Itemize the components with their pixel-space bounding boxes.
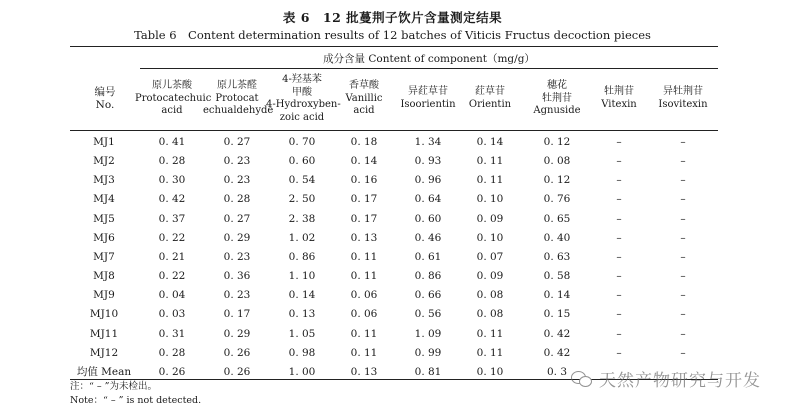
table-cell: 0. 42	[543, 327, 571, 340]
table-cell: 1. 02	[288, 231, 316, 244]
column-header-2	[203, 80, 274, 118]
table-cell: 2. 50	[288, 193, 316, 206]
table-cell: 0. 23	[223, 250, 251, 263]
note-en: Note：“ – ” is not detected.	[70, 395, 202, 406]
row-id: MJ6	[93, 231, 115, 244]
column-header-1	[135, 80, 212, 118]
table-cell: 0. 09	[476, 212, 504, 225]
table-row	[70, 210, 718, 229]
watermark	[571, 366, 761, 391]
table-cell: 0. 09	[476, 270, 504, 283]
table-cell: 0. 81	[414, 365, 442, 378]
table-cell: –	[616, 250, 622, 263]
column-header-line: 4-Hydroxyben-	[266, 99, 341, 110]
table-cell: 0. 10	[476, 193, 504, 206]
table-cell: 0. 28	[223, 193, 251, 206]
row-id: 均值 Mean	[76, 365, 132, 378]
column-header-9	[650, 86, 716, 111]
table-cell: 0. 26	[223, 365, 251, 378]
table-cell: 0. 15	[543, 308, 571, 321]
row-id: MJ8	[93, 270, 115, 283]
table-cell: 0. 29	[223, 327, 251, 340]
row-header-cn: 编号	[94, 86, 116, 98]
table-cell: –	[680, 212, 686, 225]
column-header-line: 牡荆苷	[542, 92, 572, 104]
table-cell: 0. 23	[223, 289, 251, 302]
table-cell: 0. 04	[158, 289, 186, 302]
table-cell: 0. 30	[158, 174, 186, 187]
table-cell: –	[616, 136, 622, 148]
table-cell: 0. 06	[350, 289, 378, 302]
table-cell: 0. 11	[350, 327, 378, 340]
column-header-line: Vanillic	[345, 92, 383, 104]
table-cell: 0. 28	[158, 346, 186, 359]
table-cell: 1. 00	[288, 365, 316, 378]
header-rule	[70, 130, 718, 131]
table-row	[70, 190, 718, 209]
table-cell: 0. 12	[543, 174, 571, 187]
table-cell: 0. 61	[414, 250, 442, 263]
group-header-rule	[140, 68, 718, 69]
row-id: MJ12	[89, 346, 119, 359]
column-header-line: 甲酸	[292, 86, 312, 98]
table-cell: 0. 11	[350, 250, 378, 263]
table-cell: 0. 93	[414, 155, 442, 168]
note-cn: 注：“ – ”为未检出。	[70, 381, 158, 392]
table-row	[70, 305, 718, 324]
table-row	[70, 286, 718, 305]
table-cell: 0. 08	[476, 289, 504, 302]
row-id: MJ7	[93, 250, 115, 263]
table-cell: 0. 28	[158, 155, 186, 168]
table-cell: 0. 26	[158, 365, 186, 378]
table-row	[70, 133, 718, 152]
column-header-5	[393, 86, 463, 111]
table-cell: 0. 41	[158, 136, 186, 148]
table-cell: 0. 10	[476, 365, 504, 378]
row-id: MJ11	[89, 327, 119, 340]
table-cell: 0. 22	[158, 231, 186, 244]
table-cell: 1. 10	[288, 270, 316, 283]
group-header: 成分含量 Content of component（mg/g）	[323, 53, 535, 65]
table-cell: 0. 31	[158, 327, 186, 340]
table-cell: 0. 46	[414, 231, 442, 244]
table-cell: 0. 99	[414, 346, 442, 359]
table-notes	[70, 380, 201, 408]
table-cell: 0. 11	[350, 270, 378, 283]
table-cell: 0. 21	[158, 250, 186, 263]
table-cell: 0. 08	[543, 155, 571, 168]
table-cell: 0. 03	[158, 308, 186, 321]
table-cell: 0. 63	[543, 250, 571, 263]
table-cell: –	[680, 270, 686, 283]
table-cell: 0. 11	[476, 346, 504, 359]
table-cell: 0. 54	[288, 174, 316, 187]
table-cell: 0. 14	[288, 289, 316, 302]
table-cell: 0. 08	[476, 308, 504, 321]
table-cell: 0. 17	[350, 193, 378, 206]
table-cell: –	[616, 327, 622, 340]
table-cell: 1. 34	[414, 136, 442, 148]
table-cell: 0. 64	[414, 193, 442, 206]
column-header-8	[591, 86, 647, 111]
table-cell: 0. 06	[350, 308, 378, 321]
table-cell: –	[616, 155, 622, 168]
column-header-line: 4-羟基苯	[282, 74, 322, 85]
column-header-line: Orientin	[468, 98, 512, 110]
column-header-line: 穗花	[547, 80, 567, 91]
column-header-6	[462, 86, 518, 111]
table-cell: 0. 11	[476, 155, 504, 168]
column-header-line: Agnuside	[533, 105, 581, 116]
wechat-icon	[571, 370, 593, 388]
table-cell: 0. 86	[288, 250, 316, 263]
row-id: MJ4	[93, 193, 115, 206]
table-cell: –	[680, 174, 686, 187]
table-cell: 0. 60	[414, 212, 442, 225]
table-cell: 0. 18	[350, 136, 378, 148]
table-cell: 0. 36	[223, 270, 251, 283]
table-cell: 0. 58	[543, 270, 571, 283]
table-row	[70, 229, 718, 248]
table-cell: 0. 22	[158, 270, 186, 283]
table-cell: 0. 29	[223, 231, 251, 244]
table-cell: 0. 42	[158, 193, 186, 206]
column-header-line: Vitexin	[601, 98, 637, 110]
row-header-en: No.	[95, 99, 115, 111]
table-cell: –	[616, 193, 622, 206]
column-header-3	[266, 74, 341, 124]
table-cell: –	[680, 308, 686, 321]
row-id: MJ1	[93, 136, 115, 148]
table-cell: 0. 12	[543, 136, 571, 148]
table-cell: 0. 56	[414, 308, 442, 321]
row-id: MJ2	[93, 155, 115, 168]
row-id: MJ10	[89, 308, 119, 321]
table-cell: 0. 98	[288, 346, 316, 359]
table-cell: 0. 60	[288, 155, 316, 168]
table-cell: 0. 3	[546, 365, 568, 378]
table-cell: 0. 13	[350, 365, 378, 378]
table-cell: 0. 40	[543, 231, 571, 244]
table-cell: 0. 14	[476, 136, 504, 148]
column-header-4	[336, 80, 392, 118]
table-cell: –	[616, 212, 622, 225]
column-header-line: zoic acid	[279, 111, 325, 123]
table-cell: –	[616, 289, 622, 302]
table-cell: 0. 14	[350, 155, 378, 168]
table-cell: –	[616, 231, 622, 244]
table-cell: –	[680, 289, 686, 302]
column-header-line: Isoorientin	[400, 98, 456, 110]
table-row	[70, 267, 718, 286]
table-cell: 0. 14	[543, 289, 571, 302]
table-cell: 0. 11	[476, 174, 504, 187]
row-id: MJ3	[93, 174, 115, 187]
table-cell: 0. 27	[223, 212, 251, 225]
table-cell: 0. 65	[543, 212, 571, 225]
table-cell: –	[616, 308, 622, 321]
column-header-line: 原儿茶醛	[217, 80, 257, 91]
column-header-line: 原儿茶酸	[152, 80, 192, 91]
top-rule	[70, 46, 718, 47]
table-cell: 0. 76	[543, 193, 571, 206]
table-cell: –	[616, 270, 622, 283]
column-header-line: echualdehyde	[203, 105, 274, 116]
table-cell: 0. 13	[288, 308, 316, 321]
table-cell: 0. 37	[158, 212, 186, 225]
table-cell: –	[680, 231, 686, 244]
column-header-line: 荭草苷	[475, 86, 505, 97]
table-cell: 1. 09	[414, 327, 442, 340]
table-cell: 0. 27	[223, 136, 251, 148]
table-cell: 1. 05	[288, 327, 316, 340]
table-cell: 0. 42	[543, 346, 571, 359]
table-cell: 0. 11	[476, 327, 504, 340]
table-title-en: Table 6 Content determination results of 12 batches of Viticis Fructus decoction pieces	[134, 28, 651, 42]
table-cell: 0. 17	[350, 212, 378, 225]
table-cell: –	[680, 346, 686, 359]
table-row	[70, 171, 718, 190]
table-cell: 0. 16	[350, 174, 378, 187]
table-cell: 0. 07	[476, 250, 504, 263]
table-cell: 0. 17	[223, 308, 251, 321]
column-header-line: 牡荆苷	[604, 86, 634, 97]
table-cell: 0. 86	[414, 270, 442, 283]
column-header-line: 异荭草苷	[408, 86, 448, 97]
column-header-line: Protocat	[215, 92, 259, 104]
row-id: MJ9	[93, 289, 115, 302]
table-cell: 2. 38	[288, 212, 316, 225]
table-row	[70, 344, 718, 363]
table-cell: –	[616, 174, 622, 187]
column-header-line: Isovitexin	[658, 98, 708, 110]
table-cell: 0. 66	[414, 289, 442, 302]
table-row	[70, 248, 718, 267]
column-header-line: acid	[353, 105, 375, 116]
table-cell: –	[616, 346, 622, 359]
table-cell: 0. 70	[288, 136, 316, 148]
column-header-line: 异牡荆苷	[663, 86, 703, 97]
table-cell: 0. 96	[414, 174, 442, 187]
table-cell: 0. 23	[223, 155, 251, 168]
table-cell: 0. 26	[223, 346, 251, 359]
row-id: MJ5	[93, 212, 115, 225]
watermark-text: 天然产物研究与开发	[599, 371, 761, 391]
table-cell: 0. 11	[350, 346, 378, 359]
table-cell: 0. 10	[476, 231, 504, 244]
column-header-line: Protocatechuic	[135, 92, 212, 104]
table-cell: 0. 23	[223, 174, 251, 187]
table-cell: –	[680, 155, 686, 168]
table-row	[70, 152, 718, 171]
row-header	[70, 74, 140, 112]
table-cell: –	[680, 136, 686, 148]
table-row	[70, 325, 718, 344]
table-cell: –	[680, 327, 686, 340]
table-cell: –	[680, 250, 686, 263]
table-title-cn: 表 6 12 批蔓荆子饮片含量测定结果	[282, 10, 503, 25]
column-header-7	[525, 80, 589, 118]
column-header-line: acid	[161, 105, 183, 116]
table-cell: –	[680, 193, 686, 206]
table-cell: 0. 13	[350, 231, 378, 244]
column-header-line: 香草酸	[349, 80, 379, 91]
